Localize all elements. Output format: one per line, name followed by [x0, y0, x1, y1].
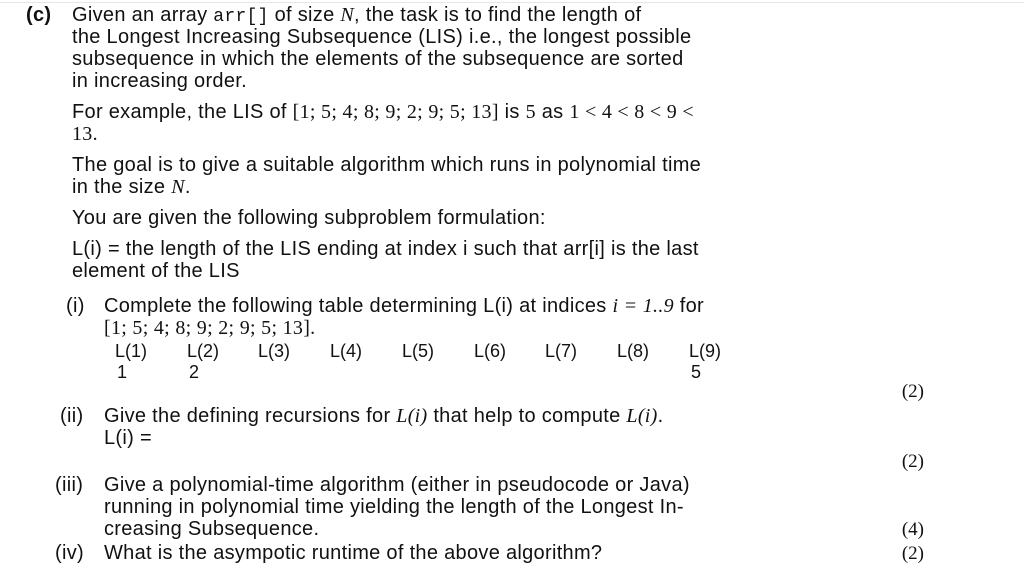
table-value-cell: 1: [117, 362, 128, 382]
question-iii-line-2: running in polynomial time yielding the length of the Longest In-: [104, 496, 684, 518]
table-value-cell: 2: [189, 362, 200, 382]
question-i-text: Complete the following table determining L(i) at indices: [104, 295, 613, 317]
question-i-line-1: [104, 295, 704, 317]
intro-text: of size: [268, 4, 341, 26]
example-text: For example, the LIS of: [72, 101, 293, 123]
intro-text: , the task is to find the length of: [354, 4, 642, 26]
table-header-cell: L(3): [258, 341, 291, 361]
intro-line-4: in increasing order.: [72, 70, 247, 92]
question-ii-text: that help to compute: [427, 405, 627, 427]
math-n: N: [171, 176, 185, 198]
table-header-cell: L(8): [617, 341, 650, 361]
math-n: N: [340, 4, 355, 26]
example-text: is: [498, 101, 526, 123]
math-l-of-i: L(i): [396, 405, 428, 427]
question-iv-label: (iv): [55, 542, 84, 564]
table-header-cell: L(4): [330, 341, 363, 361]
question-i-label: (i): [66, 295, 85, 317]
example-text: as: [535, 101, 570, 123]
question-i-text: for: [673, 295, 705, 317]
subproblem-intro: You are given the following subproblem formulation:: [72, 207, 546, 229]
table-header-cell: L(5): [402, 341, 435, 361]
example-line-2: 13.: [72, 123, 98, 145]
question-i-array: [1; 5; 4; 8; 9; 2; 9; 5; 13].: [104, 317, 316, 339]
part-c-label: (c): [26, 4, 52, 26]
question-iv-text: What is the asympotic runtime of the above algorithm?: [104, 542, 603, 564]
intro-text: Given an array: [72, 4, 214, 26]
array-name: arr[]: [213, 7, 269, 27]
example-length: 5: [525, 101, 536, 123]
question-iv-marks: (2): [901, 543, 924, 564]
example-array: [1; 5; 4; 8; 9; 2; 9; 5; 13]: [292, 101, 499, 123]
question-ii-text: .: [657, 405, 664, 427]
question-ii-answer-prompt: L(i) =: [104, 427, 152, 449]
math-index-range: i = 1..9: [612, 295, 674, 317]
math-l-of-i: L(i): [626, 405, 658, 427]
question-ii-label: (ii): [60, 405, 84, 427]
table-header-cell: L(7): [545, 341, 578, 361]
question-ii-marks: (2): [901, 451, 924, 472]
question-i-marks: (2): [901, 381, 924, 402]
table-header-cell: L(2): [187, 341, 220, 361]
question-ii-text: Give the defining recursions for: [104, 405, 397, 427]
example-inequality: 1 < 4 < 8 < 9 <: [569, 101, 694, 123]
question-iii-line-1: Give a polynomial-time algorithm (either in pseudocode or Java): [104, 474, 690, 496]
goal-line-2: [72, 176, 191, 198]
question-ii-line-1: [104, 405, 663, 427]
table-header-cell: L(6): [474, 341, 507, 361]
goal-text: in the size: [72, 176, 172, 198]
question-iii-label: (iii): [55, 474, 84, 496]
definition-line-1: L(i) = the length of the LIS ending at index i such that arr[i] is the last: [72, 238, 699, 260]
example-line-1: [72, 101, 694, 123]
question-iii-marks: (4): [901, 519, 924, 540]
table-header-cell: L(1): [115, 341, 148, 361]
goal-text: .: [184, 176, 191, 198]
goal-line-1: The goal is to give a suitable algorithm which runs in polynomial time: [72, 154, 702, 176]
table-value-cell: 5: [691, 362, 702, 382]
definition-line-2: element of the LIS: [72, 260, 240, 282]
question-iii-line-3: creasing Subsequence.: [104, 518, 320, 540]
intro-line-1: [72, 4, 641, 28]
intro-line-2: the Longest Increasing Subsequence (LIS) i.e., the longest possible: [72, 26, 692, 48]
table-header-cell: L(9): [689, 341, 722, 361]
intro-line-3: subsequence in which the elements of the subsequence are sorted: [72, 48, 684, 70]
